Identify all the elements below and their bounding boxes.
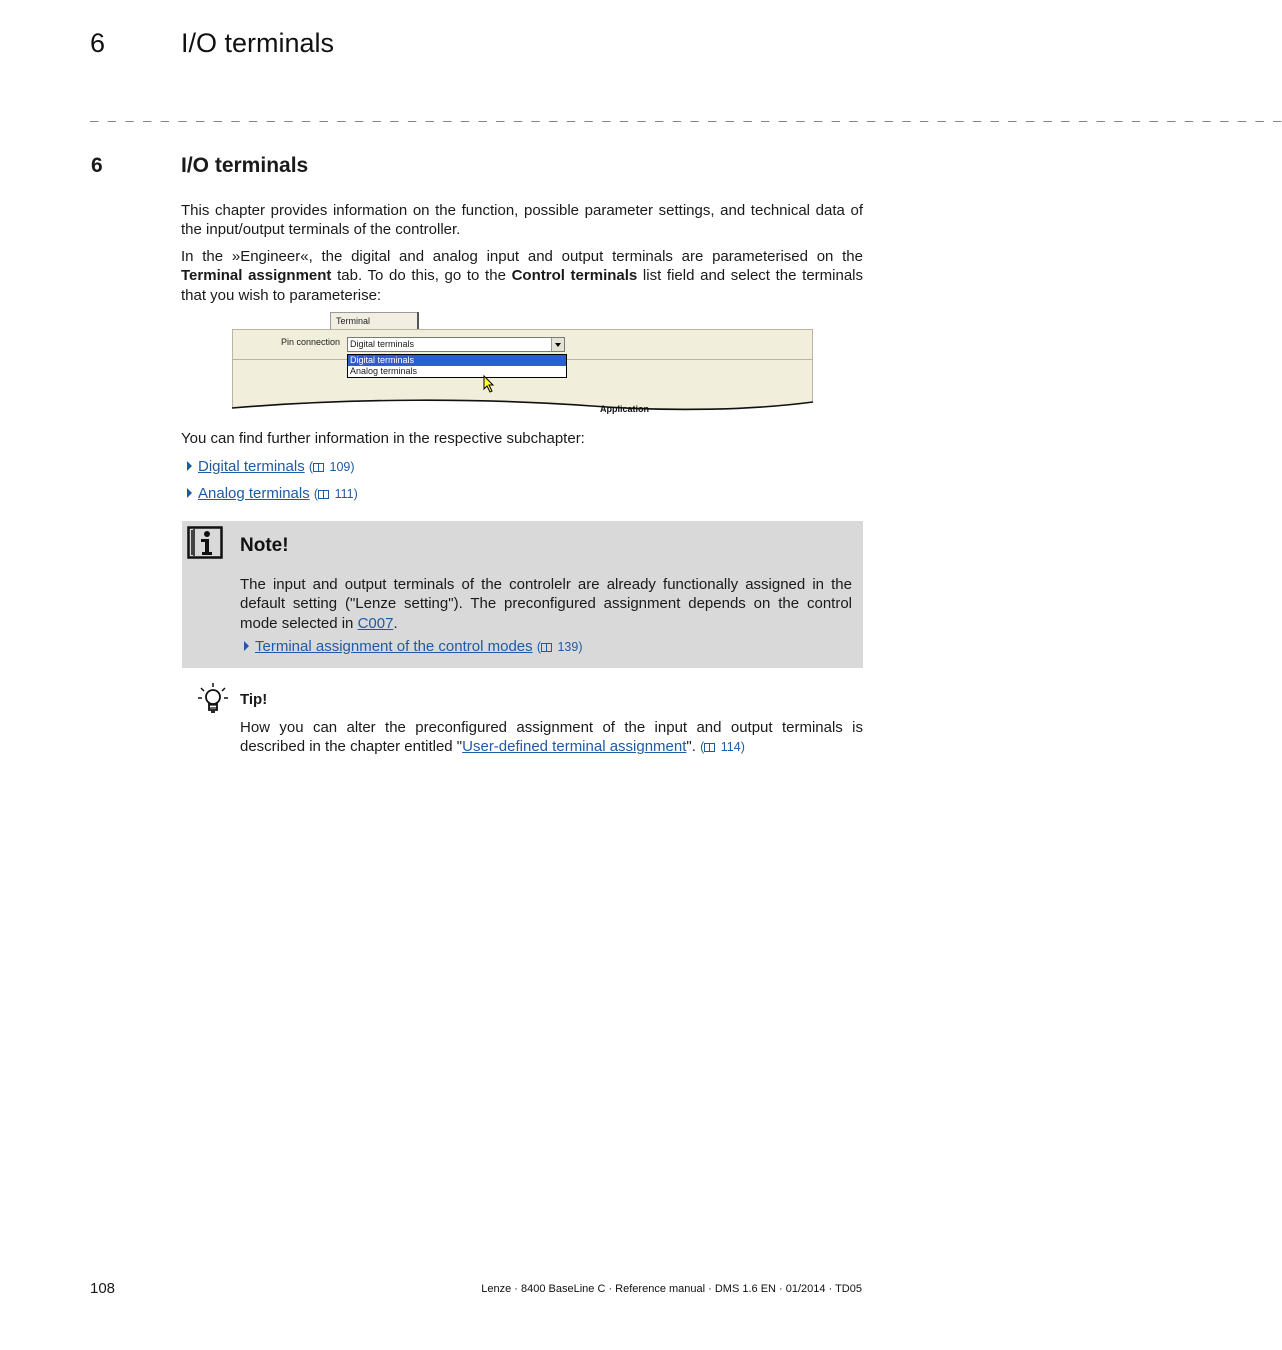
intro-paragraph: This chapter provides information on the function, possible parameter settings, and technical data of the input/output terminals of the controller. bbox=[181, 202, 863, 239]
header-chapter-title: I/O terminals bbox=[181, 28, 335, 58]
control-terminals-bold: Control terminals bbox=[511, 267, 638, 285]
pin-connection-select[interactable] bbox=[347, 337, 565, 352]
control-modes-link[interactable]: Terminal assignment of the control modes bbox=[255, 638, 533, 655]
tab-edge bbox=[417, 312, 419, 329]
book-icon bbox=[541, 643, 552, 652]
page-ref[interactable]: ( 139) bbox=[536, 640, 583, 654]
info-icon bbox=[187, 526, 223, 559]
book-icon bbox=[318, 490, 329, 499]
link-row-digital bbox=[187, 457, 355, 477]
tip-title: Tip! bbox=[240, 691, 268, 708]
header-chapter-number: 6 bbox=[90, 28, 106, 58]
section-number: 6 bbox=[91, 154, 103, 177]
application-label: Application bbox=[600, 404, 649, 414]
note-title: Note! bbox=[240, 535, 289, 556]
page-ref[interactable]: ( 109) bbox=[308, 460, 355, 474]
section-title: I/O terminals bbox=[181, 154, 309, 177]
option-digital-terminals[interactable]: Digital terminals bbox=[348, 355, 566, 366]
para2-text-e: list field and select the terminals that you wish to parameterise: bbox=[181, 267, 864, 304]
digital-terminals-link[interactable]: Digital terminals bbox=[198, 458, 305, 475]
note-text-a: The input and output terminals of the controlelr are already functionally assigned in the default setting ("Lenze setting"). The preconfigured assignment depends on the control mode selected in bbox=[240, 576, 852, 632]
page-ref[interactable]: ( 114) bbox=[700, 740, 745, 755]
page-ref[interactable]: ( 111) bbox=[313, 487, 358, 501]
option-analog-terminals[interactable]: Analog terminals bbox=[350, 365, 418, 376]
book-icon bbox=[704, 743, 715, 752]
lightbulb-icon bbox=[196, 681, 230, 715]
subchapter-paragraph: You can find further information in the respective subchapter: bbox=[181, 430, 585, 447]
pin-connection-label: Pin connection bbox=[281, 337, 341, 347]
select-value: Digital terminals bbox=[350, 339, 415, 349]
page-number: 108 bbox=[90, 1280, 116, 1297]
tab-terminal-assignment[interactable]: Terminal bbox=[330, 312, 418, 329]
note-link-row bbox=[244, 638, 583, 655]
link-row-analog bbox=[187, 484, 358, 504]
arrow-right-icon bbox=[187, 461, 192, 471]
note-text bbox=[240, 575, 852, 633]
para2-text-a: In the »Engineer«, the digital and analog input and output terminals are parameterised on the bbox=[181, 248, 863, 265]
analog-terminals-link[interactable]: Analog terminals bbox=[198, 485, 310, 502]
note-text-b: . bbox=[393, 614, 398, 632]
para2-text-c: tab. To do this, go to the bbox=[331, 267, 512, 285]
arrow-right-icon bbox=[187, 488, 192, 498]
tip-text-a: How you can alter the preconfigured assignment of the input and output terminals is described in the chapter entitled " bbox=[240, 719, 863, 756]
page-ref-number: 111 bbox=[334, 487, 354, 501]
header-dashed-rule: _ _ _ _ _ _ _ _ _ _ _ _ _ _ _ _ _ _ _ _ _ _ _ _ _ _ _ _ _ _ _ _ _ _ _ _ _ _ _ _ _ _ _ _ _ _ _ _ _ _ _ _ _ _ _ _ _ _ _ _ _ _ _ _ _ _ _ _ bbox=[90, 106, 1282, 122]
tip-text-b: ". bbox=[686, 738, 701, 756]
user-defined-assignment-link[interactable]: User-defined terminal assignment bbox=[462, 738, 687, 756]
page-ref-number: 139 bbox=[557, 640, 579, 654]
book-icon bbox=[313, 463, 324, 472]
document-info: Lenze · 8400 BaseLine C · Reference manual · DMS 1.6 EN · 01/2014 · TD05 bbox=[481, 1283, 862, 1295]
pin-connection-dropdown[interactable] bbox=[347, 354, 567, 378]
note-box bbox=[182, 521, 863, 668]
terminal-assignment-bold: Terminal assignment bbox=[181, 267, 332, 285]
chevron-down-icon[interactable] bbox=[551, 338, 564, 351]
arrow-right-icon bbox=[244, 641, 249, 651]
engineer-screenshot bbox=[232, 312, 813, 416]
page-ref-number: 114 bbox=[720, 740, 741, 755]
tip-text bbox=[240, 718, 863, 758]
page-ref-number: 109 bbox=[329, 460, 351, 474]
c007-link[interactable]: C007 bbox=[357, 614, 394, 632]
engineer-paragraph bbox=[181, 247, 863, 305]
torn-edge-decoration bbox=[232, 396, 813, 416]
mouse-pointer-icon bbox=[483, 375, 495, 393]
